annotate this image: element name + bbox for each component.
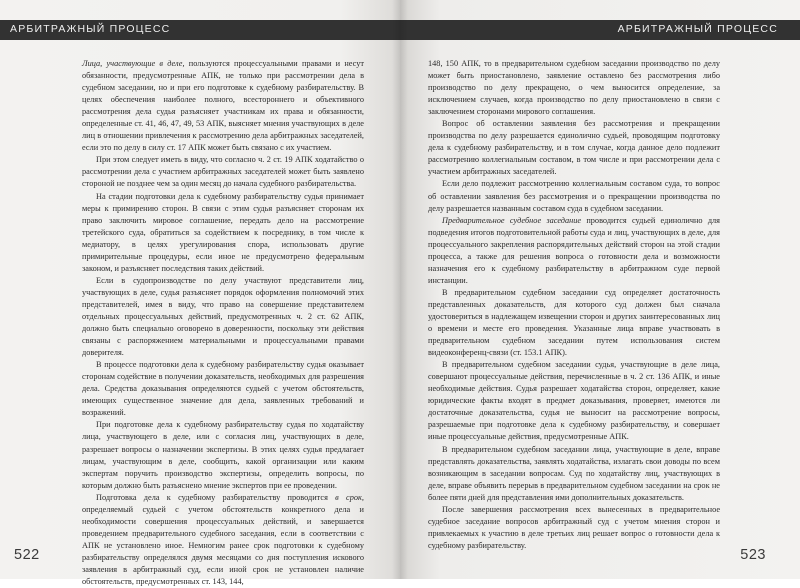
right-page <box>400 0 800 579</box>
paragraph-term: в срок, <box>335 492 364 502</box>
paragraph-text: Если в судопроизводстве по делу участвуют представители лиц, участвующих в деле, судья разъясняет порядок оформления полномочий этих представителей, имея в виду, что право на совершение представителем отдельных процессуальных действий, предусмотренных ч. 2 ст. 62 АПК, должно быть специально оговорено в доверенности, поскольку эти действия связаны с распоряжением материальными и процессуальными правами доверителя. <box>82 275 364 358</box>
paragraph-text: После завершения рассмотрения всех вынесенных в предварительное судебное заседание вопросов арбитражный суд с учетом мнения сторон и привлекаемых к участию в деле третьих лиц решает вопрос о готовности дела к судебному разбирательству. <box>428 504 720 550</box>
paragraph-text: определяемый судьей с учетом обстоятельств конкретного дела и необходимости совершения процессуальных действий, и завершается проведением предварительного судебного заседания, если в соответствии с АПК не установлено иное. Немногим ранее срок подготовки к судебному разбирательству определялся двумя месяцами со дня поступления искового заявления в арбитражный суд, если иной срок не установлен наличие обстоятельств, предусмотренных ст. 143, 144, <box>82 504 364 587</box>
paragraph-text: проводится судьей единолично для подведения итогов подготовительной работы суда и лиц, участвующих в деле, для процессуального закрепления распорядительных действий сторон на этой стадии процесса, а также для решения вопроса о готовности дела и возможности назначения его к судебному разбирательству в арбитражном суде первой инстанции. <box>428 215 720 285</box>
paragraph-text: Если дело подлежит рассмотрению коллегиальным составом суда, то вопрос об оставлении заявления без рассмотрения и о прекращении производства по делу разрешается названным составом суда в судебном заседании. <box>428 179 720 213</box>
left_page-paragraph <box>82 359 364 419</box>
left_page-paragraph <box>82 154 364 190</box>
paragraph-text: При этом следует иметь в виду, что согласно ч. 2 ст. 19 АПК ходатайство о рассмотрении дела с участием арбитражных заседателей может быть заявлено стороной не позднее чем за один месяц до начала судебного разбирательства. <box>82 155 364 189</box>
paragraph-text: В предварительном судебном заседании лица, участвующие в деле, вправе представлять доказательства, заявлять ходатайства, излагать свои доводы по всем возникающим в заседании вопросам. Суд по ходатайству лиц, участвующих в деле, вправе объявить перерыв в предварительном судебном заседании на срок не более пяти дней для представления ими дополнительных доказательств. <box>428 444 720 502</box>
left_page-paragraph <box>82 58 364 154</box>
right-header-bar <box>400 20 800 40</box>
paragraph-text: На стадии подготовки дела к судебному разбирательству судья принимает меры к примирению сторон. В связи с этим судья разъясняет сторонам их право заключить мировое соглашение, передать дело на рассмотрение третейского суда, обратиться за содействием к посреднику, в том числе к медиатору, в целях урегулирования спора, использовать другие примирительные процедуры, если иное не предусмотрено федеральным законом, и разъясняет последствия таких действий. <box>82 191 364 273</box>
paragraph-text: 148, 150 АПК, то в предварительном судебном заседании производство по делу может быть приостановлено, заявление оставлено без рассмотрения либо производство по делу прекращено, о чем выносится определение, за исключением случаев, когда производство по делу приостановлено в связи с заключением сторонами мирового соглашения. <box>428 59 720 117</box>
right_page-paragraph <box>428 444 720 504</box>
left_page-paragraph <box>82 275 364 359</box>
paragraph-term: Лица, участвующие в деле, <box>82 59 185 68</box>
left-text-column <box>82 58 364 588</box>
paragraph-text: В процессе подготовки дела к судебному разбирательству судья оказывает сторонам содействие в получении доказательств, необходимых для разрешения дела. Средства доказывания определяются судьей с учетом обстоятельств, имеющих существенное значение для дела, заявленных требований и возражений. <box>82 360 364 418</box>
right_page-paragraph <box>428 287 720 359</box>
right_page-paragraph <box>428 359 720 443</box>
right_page-paragraph <box>428 504 720 552</box>
right_page-paragraph <box>428 178 720 214</box>
paragraph-text: Вопрос об оставлении заявления без рассмотрения и прекращении производства по делу разрешается единолично судьей, проводящим подготовку дела к судебному разбирательству, и в том случае, когда данное дело подлежит рассмотрению коллегиальным составом, в том числе и при рассмотрении дела с участием арбитражных заседателей. <box>428 119 720 177</box>
right_page-paragraph <box>428 118 720 178</box>
right-text-column <box>428 58 720 552</box>
left-header-bar <box>0 20 400 40</box>
paragraph-term: Предварительное судебное заседание <box>442 215 582 225</box>
paragraph-text: пользуются процессуальными правами и несут обязанности, предусмотренные АПК, не только при рассмотрении дела в судебном заседании, но и при его подготовке к судебному разбирательству. В целях обеспечения наиболее полного, всестороннего и объективного рассмотрения дела судья разъясняет участникам их права и обязанности, определенные ст. 41, 46, 47, 49, 53 АПК, выясняет мнения участвующих в деле лиц в отношении привлечения к рассмотрению дела арбитражных заседателей, если это по делу в силу ст. 17 АПК может быть связано с их участием. <box>82 59 364 153</box>
left-running-head: АРБИТРАЖНЫЙ ПРОЦЕСС <box>10 23 171 35</box>
book-gutter <box>392 0 408 579</box>
paragraph-text: В предварительном судебном заседании судья, участвующие в деле лица, совершают процессуальные действия, перечисленные в ч. 2 ст. 136 АПК, и иные необходимые действия. Судья разрешает ходатайства сторон, определяет, какие юридические факты входят в предмет доказывания, проверяет, имеются ли достаточные доказательства, судья не выносит на рассмотрение вопросы, разрешаемые при подготовке дела к судебному разбирательству, и совершает иные процессуальные действия, предусмотренные АПК. <box>428 360 720 442</box>
right_page-paragraph <box>428 58 720 118</box>
left-page-number: 522 <box>14 547 40 563</box>
right-page-number: 523 <box>740 547 766 563</box>
right-running-head: АРБИТРАЖНЫЙ ПРОЦЕСС <box>617 23 778 35</box>
left_page-paragraph <box>82 419 364 491</box>
left_page-paragraph <box>82 492 364 588</box>
paragraph-lead: Подготовка дела к судебному разбирательству проводится <box>96 492 336 502</box>
paragraph-text: В предварительном судебном заседании суд определяет достаточность представленных доказательств, для которого суд должен был сначала удостовериться в надлежащем извещении сторон и других заинтересованных лиц о времени и месте его проведения. Указанные лица вправе участвовать в предварительном судебном заседании путем использования систем видеоконференц-связи (ст. 153.1 АПК). <box>428 287 720 358</box>
left-page <box>0 0 400 587</box>
left_page-paragraph <box>82 191 364 275</box>
paragraph-text: При подготовке дела к судебному разбирательству судья по ходатайству лица, участвующего в деле, или с согласия лиц, участвующих в деле, разрешает вопросы о назначении экспертизы. В этих целях судья предлагает лицам, участвующим в деле, сообщить, какой организации или каким экспертам поручить производство экспертизы, определить вопросы, по которым должно быть разъяснено мнение экспертов при ее проведении. <box>82 420 364 490</box>
right_page-paragraph <box>428 215 720 287</box>
